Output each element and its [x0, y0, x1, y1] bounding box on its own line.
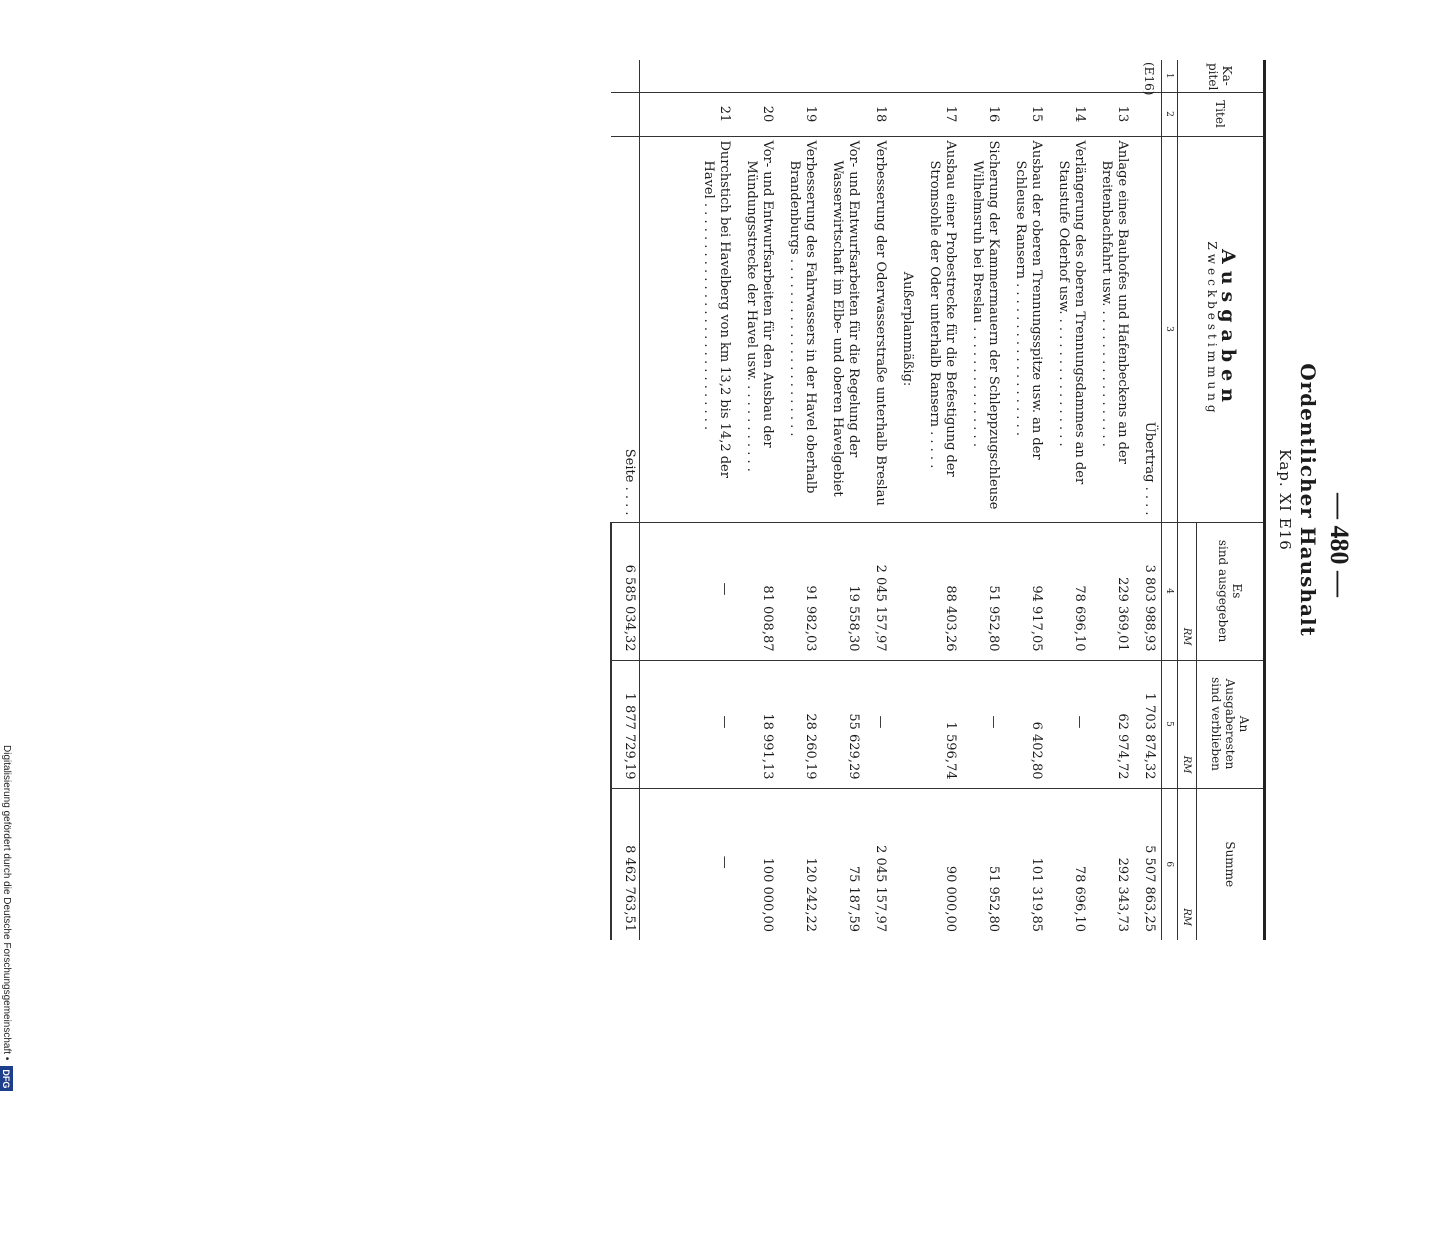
row-reste: 6 402,80	[1003, 660, 1046, 788]
row-titel: 15	[1003, 92, 1046, 136]
header-summe: Summe	[1197, 788, 1265, 940]
row-ausgegeben: 19 558,30	[820, 522, 863, 660]
row-titel: 21	[691, 92, 734, 136]
header-ausgaben-label: Ausgaben	[1217, 248, 1240, 410]
col-num-5: 5	[1162, 660, 1178, 788]
row-summe: 120 242,22	[803, 857, 818, 932]
header-ausgegeben: Es sind ausgegeben	[1197, 522, 1265, 660]
table-row	[1089, 60, 1132, 940]
row-reste: —	[1046, 660, 1089, 788]
table-row	[734, 60, 777, 940]
row-description: Sicherung der Kammermauern der Schleppzugschleuse Wilhelmsruh bei Breslau . . . . . . . . . . . . . . .	[960, 136, 1003, 522]
row-description: Verbesserung des Fahrwassers in der Havel oberhalb Brandenburgs . . . . . . . . . . . . . . . . . . . . . .	[777, 136, 820, 522]
ledger-page	[90, 60, 1360, 940]
row-description: Ausbau einer Probestrecke für die Befestigung der Stromsohle der Oder unterhalb Ransern . . . . .	[917, 136, 960, 522]
col-num-3: 3	[1162, 136, 1178, 522]
total-reste: 1 877 729,19	[611, 660, 640, 788]
table-row	[691, 60, 734, 940]
row-titel: 13	[1089, 92, 1132, 136]
expenditure-table	[610, 60, 1266, 940]
row-summe: 75 187,59	[846, 865, 861, 932]
row-ausgegeben: 229 369,01	[1089, 522, 1132, 660]
page-total-row	[611, 60, 640, 940]
row-titel: 14	[1046, 92, 1089, 136]
header-kapitel: Ka- pitel	[1178, 60, 1265, 92]
carry-over-row	[1132, 60, 1162, 940]
row-ausgegeben: 2 045 157,97	[863, 522, 890, 660]
header-row	[1197, 60, 1265, 940]
row-reste: 1 596,74	[917, 660, 960, 788]
row-description: Anlage eines Bauhofes und Hafenbeckens an der Breitenbachfahrt usw. . . . . . . . . . . . . . . . . .	[1089, 136, 1132, 522]
row-ausgegeben: —	[691, 522, 734, 660]
table-row	[1046, 60, 1089, 940]
spacer-row	[640, 60, 692, 940]
row-summe: —	[717, 855, 732, 869]
row-description: Vor- und Entwurfsarbeiten für den Ausbau der Mündungsstrecke der Havel usw. . . . . . . . . . . .	[734, 136, 777, 522]
col-num-6: 6	[1162, 788, 1178, 940]
header-zweck-label: Zweckbestimmung	[1205, 241, 1220, 417]
row-ausgegeben: 81 008,87	[734, 522, 777, 660]
row-reste: 18 991,13	[734, 660, 777, 788]
row-titel: 18	[863, 92, 890, 136]
table-row	[777, 60, 820, 940]
row-titel	[820, 92, 863, 136]
carry-ausgegeben: 3 803 988,93	[1132, 522, 1162, 660]
table-row	[863, 60, 890, 940]
col-num-2: 2	[1162, 92, 1178, 136]
row-ausgegeben: 94 917,05	[1003, 522, 1046, 660]
header-ausgabereste: An Ausgaberesten sind verblieben	[1197, 660, 1265, 788]
row-description: Vor- und Entwurfsarbeiten für die Regelung der Wasserwirtschaft im Elbe- und oberen Havelgebiet	[820, 136, 863, 522]
table-row	[960, 60, 1003, 940]
page-number: — 480 —	[1325, 493, 1354, 597]
row-titel: 19	[777, 92, 820, 136]
col-num-1: 1	[1162, 60, 1178, 92]
carry-label: Übertrag . . . .	[1132, 136, 1162, 522]
row-summe: 101 319,85	[1029, 857, 1044, 932]
header-zweckbestimmung	[1178, 136, 1265, 522]
row-summe: 90 000,00	[943, 865, 958, 932]
row-summe: 100 000,00	[760, 857, 775, 932]
funding-note	[0, 745, 17, 1245]
carry-kapitel: (E16)	[1132, 60, 1162, 92]
row-reste: 55 629,29	[820, 660, 863, 788]
row-reste: —	[691, 660, 734, 788]
total-summe: 8 462 763,51	[611, 788, 640, 940]
table-row	[820, 60, 863, 940]
carry-summe: 5 507 863,25	[1142, 845, 1157, 932]
row-description: Verlängerung des oberen Trennungsdammes an der Staustufe Oderhof usw. . . . . . . . . . . . . . . . .	[1046, 136, 1089, 522]
row-summe: 292 343,73	[1115, 857, 1130, 932]
row-titel: 16	[960, 92, 1003, 136]
row-description: Verbesserung der Oderwasserstraße unterhalb Breslau	[863, 136, 890, 522]
col-num-4: 4	[1162, 522, 1178, 660]
dfg-logo: DFG	[0, 1066, 13, 1091]
row-reste: —	[960, 660, 1003, 788]
section-label: Außerplanmäßig:	[890, 136, 917, 522]
row-reste: 28 260,19	[777, 660, 820, 788]
row-titel: 20	[734, 92, 777, 136]
row-description: Ausbau der oberen Trennungsspitze usw. an der Schleuse Ransern . . . . . . . . . . . . . . . . . . .	[1003, 136, 1046, 522]
carry-reste: 1 703 874,32	[1132, 660, 1162, 788]
row-ausgegeben: 88 403,26	[917, 522, 960, 660]
row-summe: 2 045 157,97	[873, 845, 888, 932]
row-ausgegeben: 78 696,10	[1046, 522, 1089, 660]
row-ausgegeben: 51 952,80	[960, 522, 1003, 660]
total-ausgegeben: 6 585 034,32	[611, 522, 640, 660]
row-description: Durchstich bei Havelberg von km 13,2 bis 14,2 der Havel . . . . . . . . . . . . . . . . . . . . . . . . . . . .	[691, 136, 734, 522]
row-reste: —	[863, 660, 890, 788]
page-heading: Ordentlicher Haushalt	[1296, 363, 1320, 637]
row-summe: 78 696,10	[1072, 865, 1087, 932]
table-row	[917, 60, 960, 940]
total-label: Seite . . . .	[611, 136, 640, 522]
funding-text: Digitalisierung gefördert durch die Deutsche Forschungsgemeinschaft •	[1, 745, 12, 1061]
section-label-row	[890, 60, 917, 940]
row-reste: 62 974,72	[1089, 660, 1132, 788]
unit-5: RM	[1178, 660, 1197, 788]
table-row	[1003, 60, 1046, 940]
unit-6: RM	[1178, 788, 1197, 940]
page-subheading: Kap. XI E16	[1276, 449, 1294, 551]
row-titel: 17	[917, 92, 960, 136]
rotated-page-wrapper	[90, 60, 1360, 940]
column-number-row	[1162, 60, 1178, 940]
row-summe: 51 952,80	[986, 865, 1001, 932]
row-ausgegeben: 91 982,03	[777, 522, 820, 660]
unit-4: RM	[1178, 522, 1197, 660]
header-titel: Titel	[1178, 92, 1265, 136]
